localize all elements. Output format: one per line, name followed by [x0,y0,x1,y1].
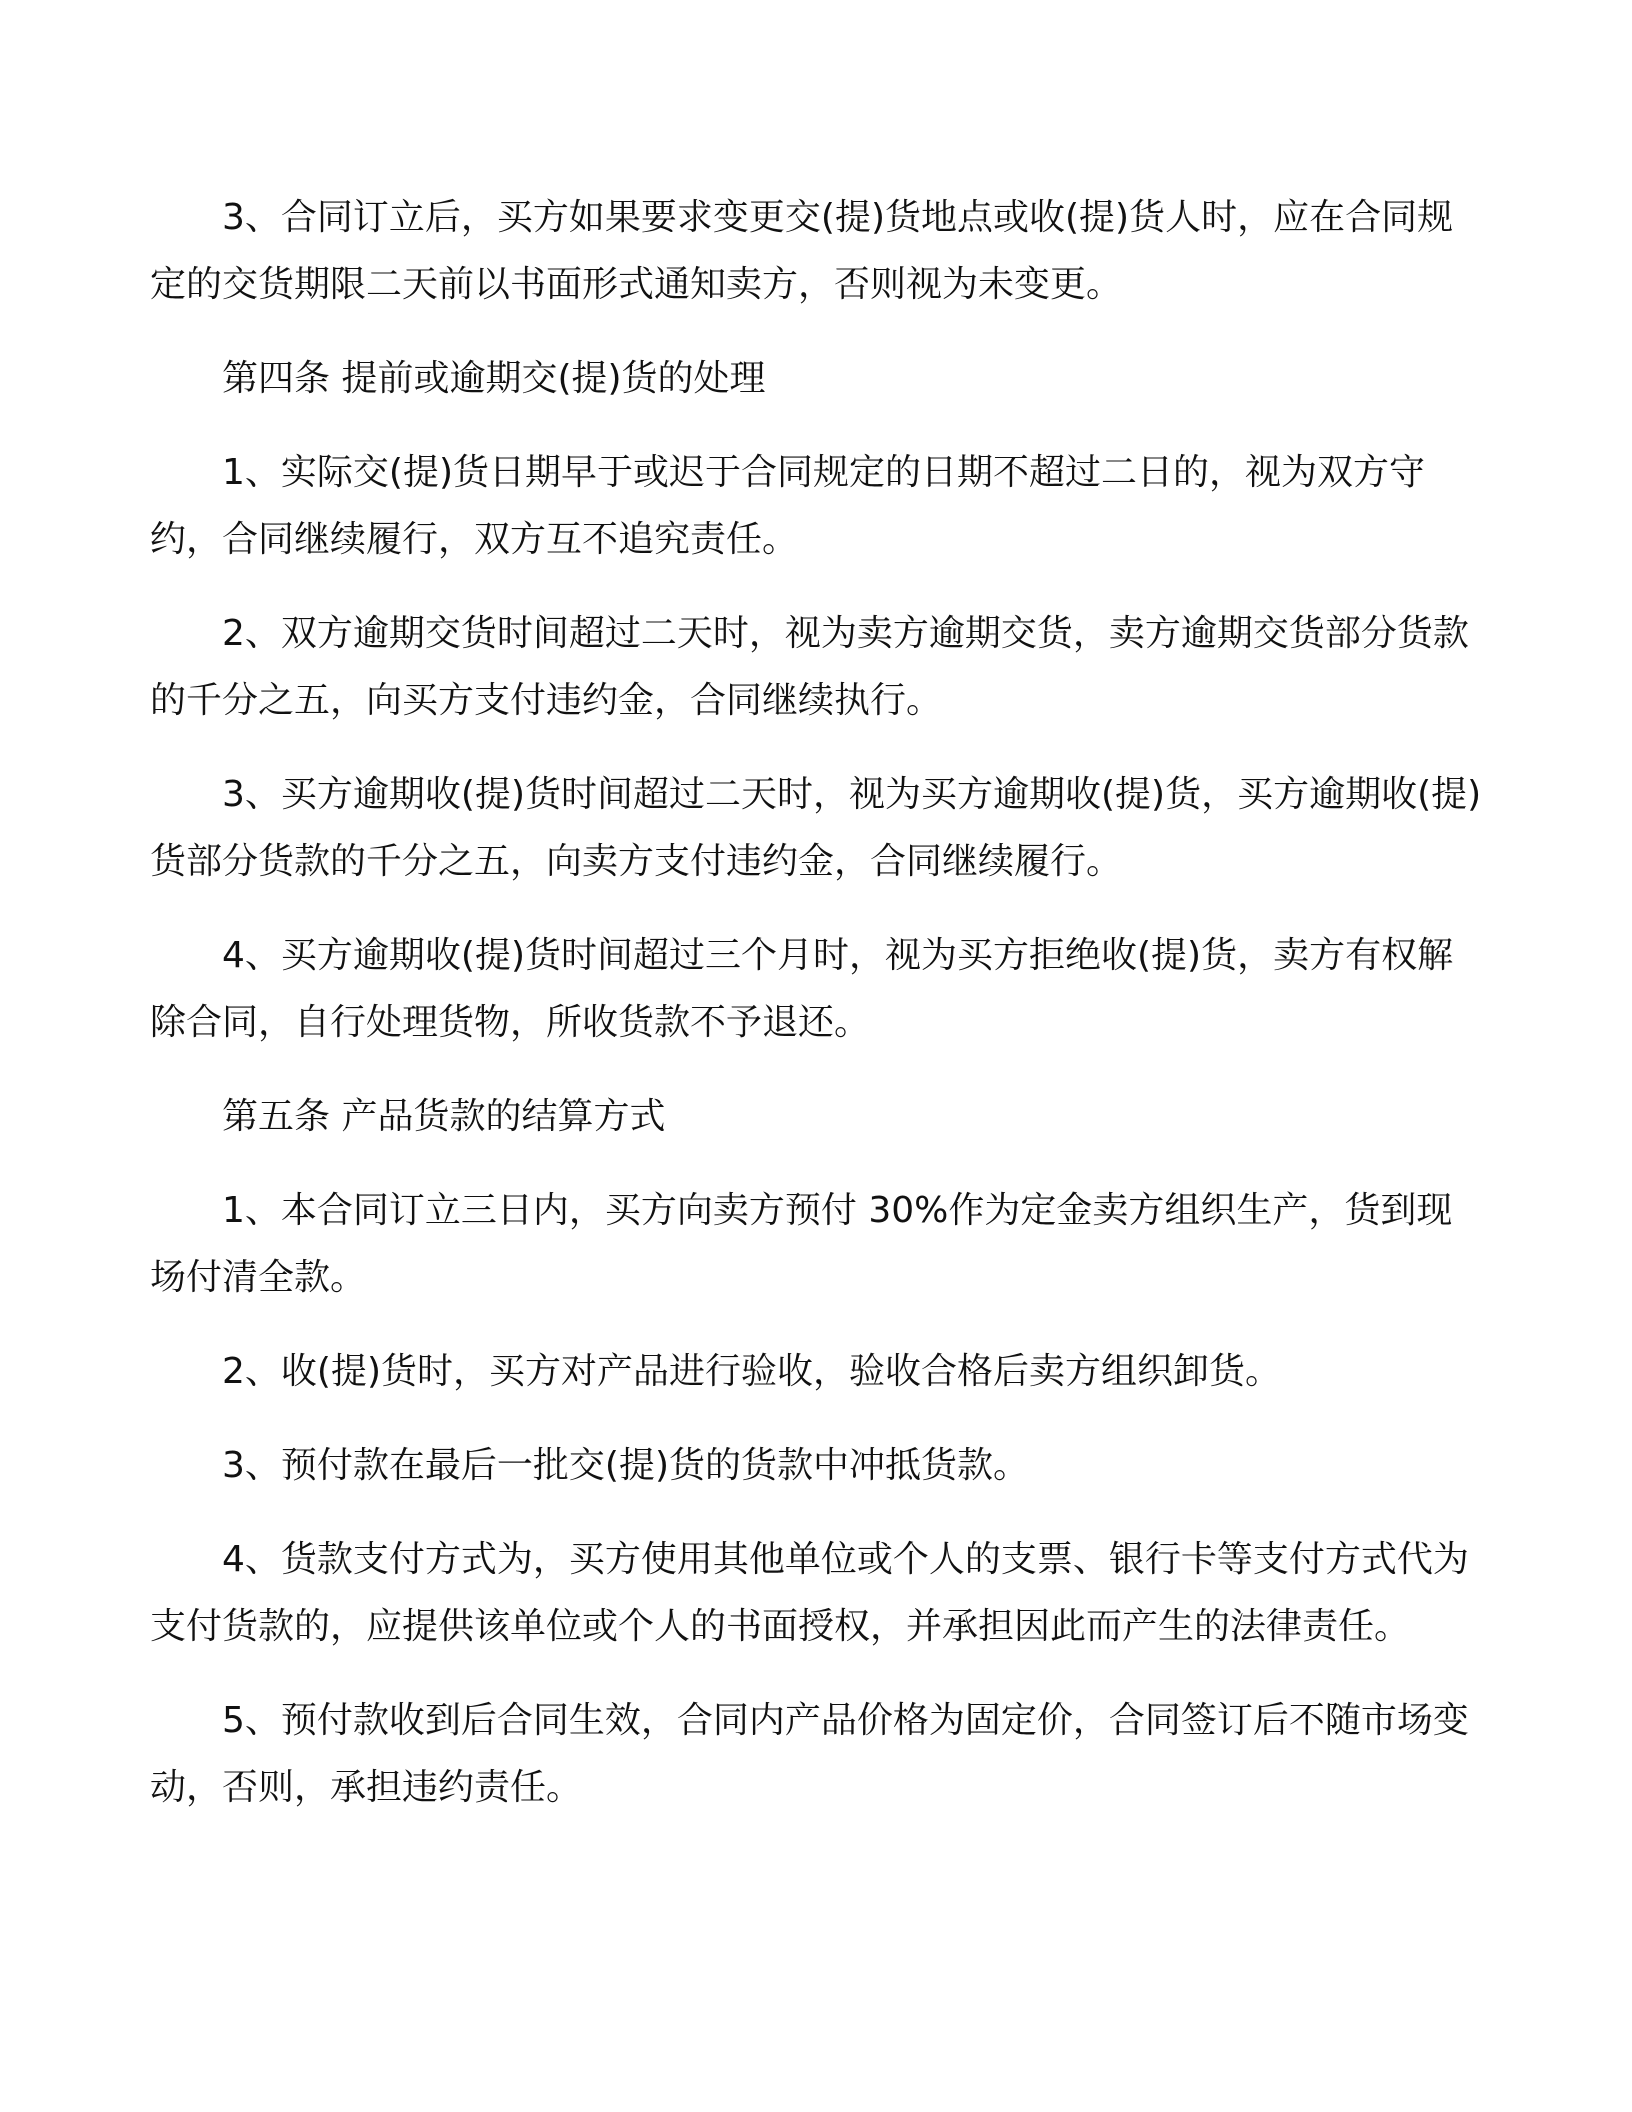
article-5-item-5: 5、预付款收到后合同生效，合同内产品价格为固定价，合同签订后不随市场变动，否则，承担违约责任。 [150,1700,1469,1808]
article-4-item-3: 3、买方逾期收(提)货时间超过二天时，视为买方逾期收(提)货，买方逾期收(提)货部分货款的千分之五，向卖方支付违约金，合同继续履行。 [150,774,1482,882]
clause-3-change-notice: 3、合同订立后，买方如果要求变更交(提)货地点或收(提)货人时，应在合同规定的交货期限二天前以书面形式通知卖方，否则视为未变更。 [150,197,1454,305]
article-4-heading: 第四条 提前或逾期交(提)货的处理 [222,358,766,399]
article-5-item-3: 3、预付款在最后一批交(提)货的货款中冲抵货款。 [222,1445,1029,1486]
article-4-item-1: 1、实际交(提)货日期早于或迟于合同规定的日期不超过二日的，视为双方守约，合同继续履行，双方互不追究责任。 [150,452,1425,560]
article-4-item-2: 2、双方逾期交货时间超过二天时，视为卖方逾期交货，卖方逾期交货部分货款的千分之五，向买方支付违约金，合同继续执行。 [150,613,1469,721]
article-5-item-2: 2、收(提)货时，买方对产品进行验收，验收合格后卖方组织卸货。 [222,1351,1281,1392]
article-4-item-4: 4、买方逾期收(提)货时间超过三个月时，视为买方拒绝收(提)货，卖方有权解除合同，自行处理货物，所收货款不予退还。 [150,935,1454,1043]
document-page [150,184,1485,1821]
article-5-heading: 第五条 产品货款的结算方式 [222,1096,666,1137]
article-5-item-4: 4、货款支付方式为，买方使用其他单位或个人的支票、银行卡等支付方式代为支付货款的，应提供该单位或个人的书面授权，并承担因此而产生的法律责任。 [150,1539,1469,1647]
article-5-item-1: 1、本合同订立三日内，买方向卖方预付 30%作为定金卖方组织生产，货到现场付清全款。 [150,1190,1453,1298]
